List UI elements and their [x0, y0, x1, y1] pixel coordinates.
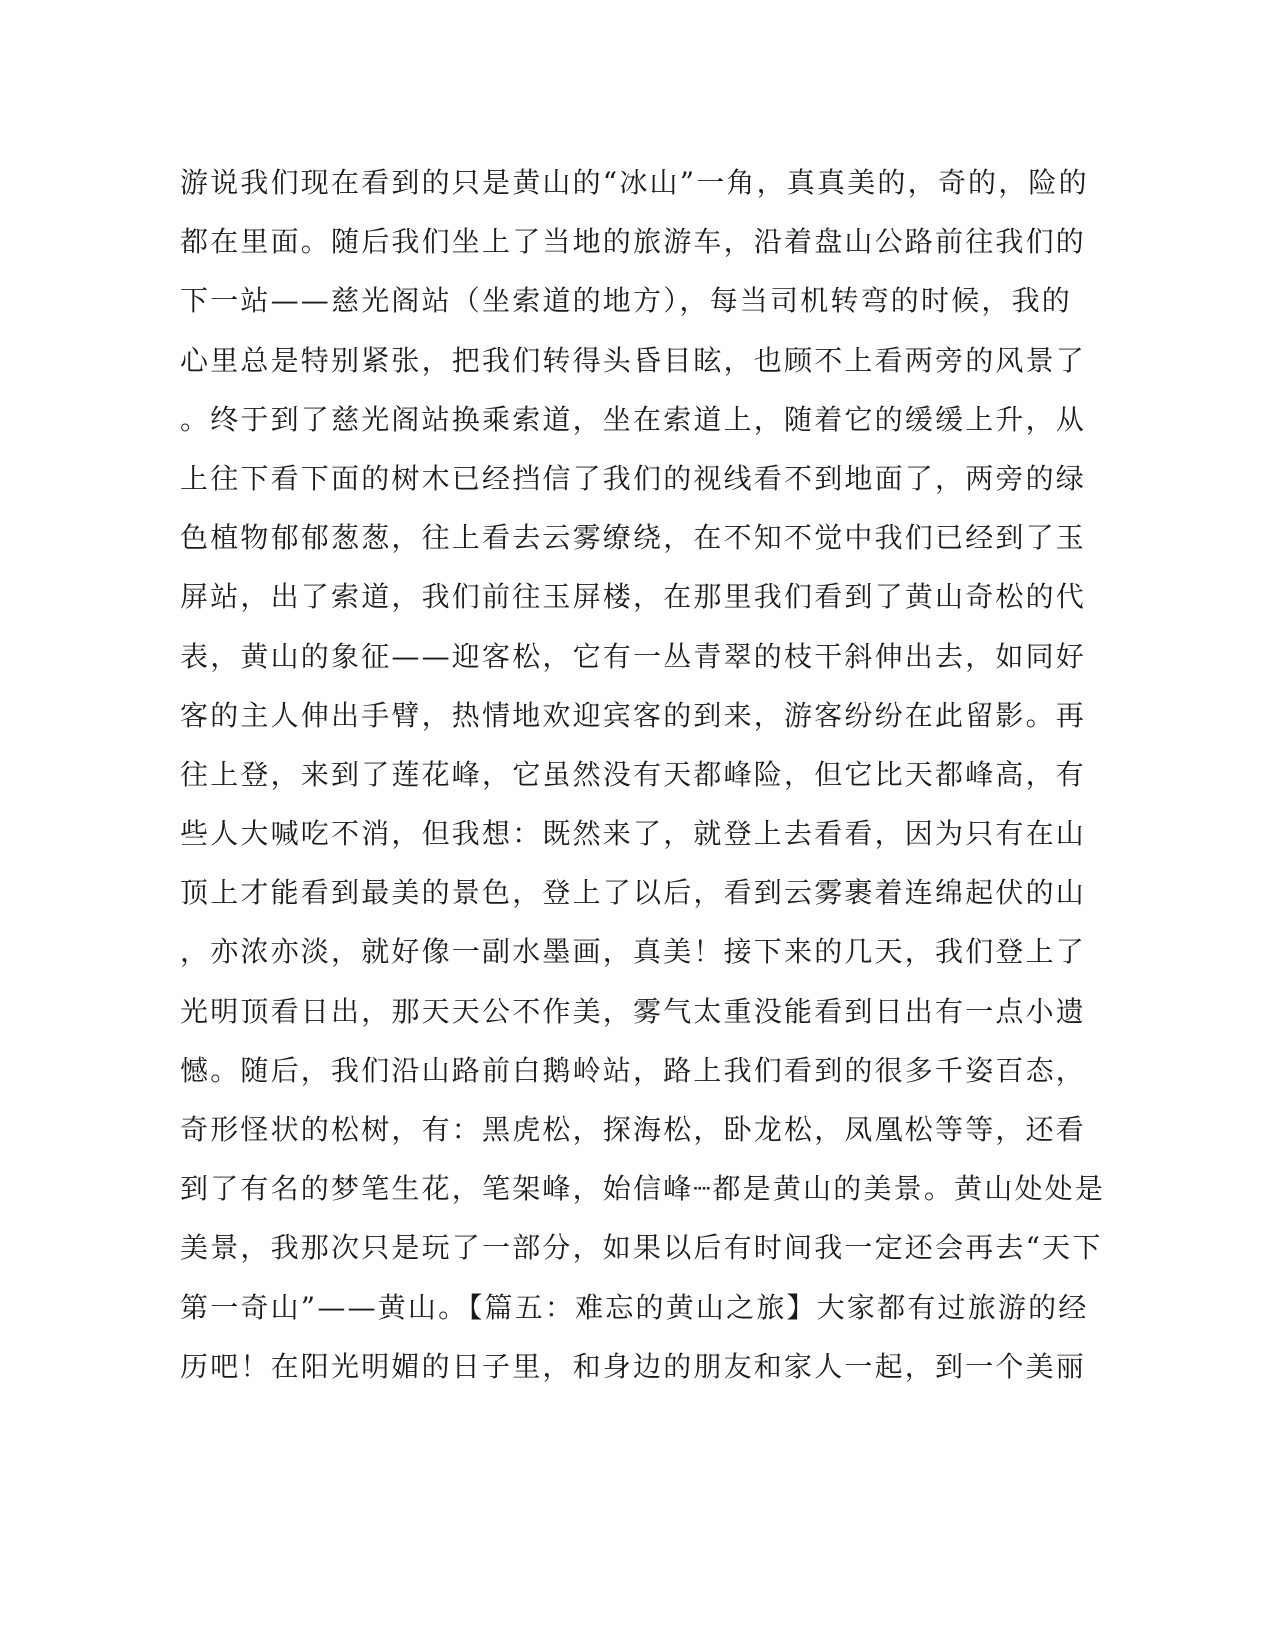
- text-line: 表，黄山的象征——迎客松，它有一丛青翠的枝干斜伸出去，如同好: [180, 639, 1087, 673]
- text-line: 顶上才能看到最美的景色，登上了以后，看到云雾裹着连绵起伏的山: [180, 876, 1087, 910]
- text-line: 屏站，出了索道，我们前往玉屏楼，在那里我们看到了黄山奇松的代: [180, 580, 1087, 614]
- text-line: 心里总是特别紧张，把我们转得头昏目眩，也顾不上看两旁的风景了: [180, 343, 1087, 377]
- text-line: 下一站——慈光阁站（坐索道的地方），每当司机转弯的时候，我的: [180, 284, 1073, 318]
- text-line: 美景，我那次只是玩了一部分，如果以后有时间我一定还会再去“天下: [180, 1231, 1103, 1265]
- text-line: 。终于到了慈光阁站换乘索道，坐在索道上，随着它的缓缓上升，从: [180, 402, 1087, 436]
- text-line: ，亦浓亦淡，就好像一副水墨画，真美！接下来的几天，我们登上了: [180, 935, 1087, 969]
- text-line: 色植物郁郁葱葱，往上看去云雾缭绕，在不知不觉中我们已经到了玉: [180, 521, 1087, 555]
- text-line: 憾。随后，我们沿山路前白鹅岭站，路上我们看到的很多千姿百态，: [180, 1053, 1087, 1087]
- text-line: 往上登，来到了莲花峰，它虽然没有天都峰险，但它比天都峰高，有: [180, 757, 1087, 791]
- text-line: 都在里面。随后我们坐上了当地的旅游车，沿着盘山公路前往我们的: [180, 225, 1087, 259]
- text-line: 游说我们现在看到的只是黄山的“冰山”一角，真真美的，奇的，险的: [180, 166, 1089, 199]
- body-text: [180, 153, 1106, 1396]
- text-line: 到了有名的梦笔生花，笔架峰，始信峰┈都是黄山的美景。黄山处处是: [180, 1172, 1106, 1206]
- text-line: 第一奇山”——黄山。【篇五：难忘的黄山之旅】大家都有过旅游的经: [180, 1290, 1089, 1324]
- text-line: 客的主人伸出手臂，热情地欢迎宾客的到来，游客纷纷在此留影。再: [180, 698, 1087, 732]
- text-line: 上往下看下面的树木已经挡信了我们的视线看不到地面了，两旁的绿: [180, 461, 1087, 495]
- text-line: 历吧！在阳光明媚的日子里，和身边的朋友和家人一起，到一个美丽: [180, 1349, 1087, 1383]
- text-line: 些人大喊吃不消，但我想：既然来了，就登上去看看，因为只有在山: [180, 817, 1087, 851]
- text-line: 光明顶看日出，那天天公不作美，雾气太重没能看到日出有一点小遗: [180, 994, 1087, 1028]
- text-line: 奇形怪状的松树，有：黑虎松，探海松，卧龙松，凤凰松等等，还看: [180, 1113, 1087, 1146]
